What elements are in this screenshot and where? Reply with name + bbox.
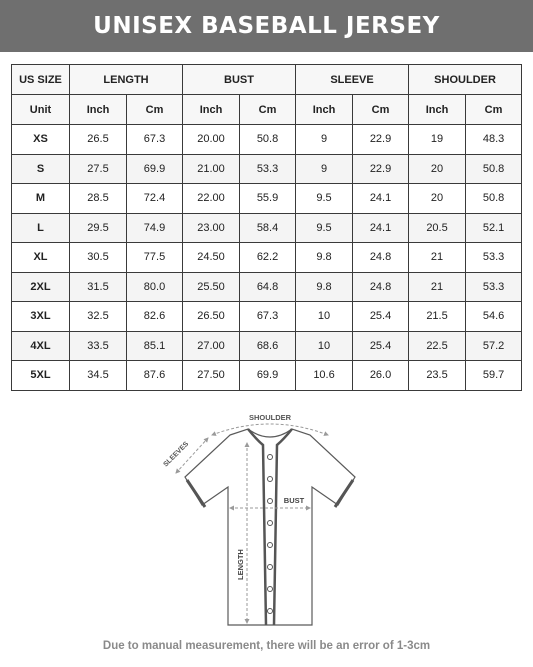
measurement-note: Due to manual measurement, there will be an error of 1-3cm [102,640,431,652]
shoulder-label: SHOULDER [248,413,292,422]
length-label: LENGTH [236,549,245,580]
measurement-cell: 22.5 [409,331,466,361]
measurement-cell: 34.5 [70,361,127,391]
measurement-cell: 50.8 [240,125,296,155]
title-banner [0,0,533,52]
size-cell: 3XL [12,302,70,332]
measurement-cell: 87.6 [127,361,183,391]
table-row [12,184,522,214]
measurement-cell: 82.6 [127,302,183,332]
page-title: UNISEX BASEBALL JERSEY [93,13,440,39]
unit-cell: Inch [70,95,127,125]
measurement-cell: 23.5 [409,361,466,391]
measurement-cell: 27.5 [70,154,127,184]
header-sleeve: SLEEVE [296,65,409,95]
measurement-cell: 48.3 [466,125,522,155]
unit-cell: Cm [127,95,183,125]
measurement-cell: 67.3 [240,302,296,332]
measurement-cell: 85.1 [127,331,183,361]
unit-cell: Inch [183,95,240,125]
measurement-cell: 24.1 [353,213,409,243]
shoulder-arrow [212,424,328,435]
measurement-cell: 24.8 [353,243,409,273]
measurement-cell: 72.4 [127,184,183,214]
measurement-cell: 9 [296,154,353,184]
unit-row [12,95,522,125]
table-row [12,361,522,391]
measurement-cell: 26.0 [353,361,409,391]
measurement-cell: 67.3 [127,125,183,155]
measurement-cell: 23.00 [183,213,240,243]
measurement-cell: 68.6 [240,331,296,361]
measurement-cell: 20 [409,154,466,184]
measurement-cell: 50.8 [466,154,522,184]
measurement-cell: 29.5 [70,213,127,243]
measurement-cell: 64.8 [240,272,296,302]
measurement-cell: 31.5 [70,272,127,302]
measurement-cell: 20.00 [183,125,240,155]
measurement-cell: 21.5 [409,302,466,332]
measurement-cell: 20 [409,184,466,214]
measurement-cell: 19 [409,125,466,155]
table-row [12,302,522,332]
table-row [12,243,522,273]
measurement-cell: 55.9 [240,184,296,214]
table-row [12,154,522,184]
unit-cell: Inch [296,95,353,125]
measurement-cell: 62.2 [240,243,296,273]
measurement-cell: 27.50 [183,361,240,391]
unit-cell: Cm [466,95,522,125]
measurement-cell: 69.9 [240,361,296,391]
size-cell: S [12,154,70,184]
size-cell: 2XL [12,272,70,302]
measurement-cell: 53.3 [466,243,522,273]
measurement-cell: 9 [296,125,353,155]
measurement-cell: 25.50 [183,272,240,302]
measurement-cell: 24.8 [353,272,409,302]
measurement-cell: 33.5 [70,331,127,361]
measurement-cell: 69.9 [127,154,183,184]
measurement-cell: 21.00 [183,154,240,184]
unit-cell: Cm [240,95,296,125]
unit-cell: Inch [409,95,466,125]
measurement-cell: 10 [296,302,353,332]
measurement-cell: 52.1 [466,213,522,243]
measurement-cell: 9.8 [296,243,353,273]
unit-cell: Unit [12,95,70,125]
measurement-cell: 30.5 [70,243,127,273]
measurement-cell: 22.9 [353,154,409,184]
table-row [12,331,522,361]
measurement-cell: 9.8 [296,272,353,302]
measurement-cell: 74.9 [127,213,183,243]
size-cell: 4XL [12,331,70,361]
jersey-diagram [150,405,390,630]
table-row [12,213,522,243]
measurement-cell: 53.3 [240,154,296,184]
header-bust: BUST [183,65,296,95]
size-chart-table [11,64,522,391]
unit-cell: Cm [353,95,409,125]
size-cell: XL [12,243,70,273]
measurement-cell: 28.5 [70,184,127,214]
sleeves-label: SLEEVES [162,440,191,469]
measurement-cell: 10 [296,331,353,361]
size-cell: 5XL [12,361,70,391]
size-cell: XS [12,125,70,155]
measurement-cell: 54.6 [466,302,522,332]
measurement-cell: 59.7 [466,361,522,391]
measurement-cell: 80.0 [127,272,183,302]
measurement-cell: 77.5 [127,243,183,273]
measurement-cell: 58.4 [240,213,296,243]
size-cell: M [12,184,70,214]
measurement-cell: 24.50 [183,243,240,273]
measurement-cell: 21 [409,272,466,302]
measurement-cell: 32.5 [70,302,127,332]
measurement-cell: 9.5 [296,213,353,243]
header-length: LENGTH [70,65,183,95]
measurement-cell: 22.9 [353,125,409,155]
measurement-cell: 26.50 [183,302,240,332]
bust-label: BUST [283,496,305,505]
header-shoulder: SHOULDER [409,65,522,95]
header-us-size: US SIZE [12,65,70,95]
measurement-cell: 25.4 [353,331,409,361]
size-cell: L [12,213,70,243]
measurement-cell: 26.5 [70,125,127,155]
measurement-cell: 27.00 [183,331,240,361]
measurement-cell: 10.6 [296,361,353,391]
measurement-cell: 9.5 [296,184,353,214]
measurement-cell: 22.00 [183,184,240,214]
table-row [12,125,522,155]
group-header-row [12,65,522,95]
measurement-cell: 57.2 [466,331,522,361]
measurement-cell: 20.5 [409,213,466,243]
measurement-cell: 21 [409,243,466,273]
table-row [12,272,522,302]
measurement-cell: 50.8 [466,184,522,214]
measurement-cell: 53.3 [466,272,522,302]
measurement-cell: 25.4 [353,302,409,332]
measurement-cell: 24.1 [353,184,409,214]
